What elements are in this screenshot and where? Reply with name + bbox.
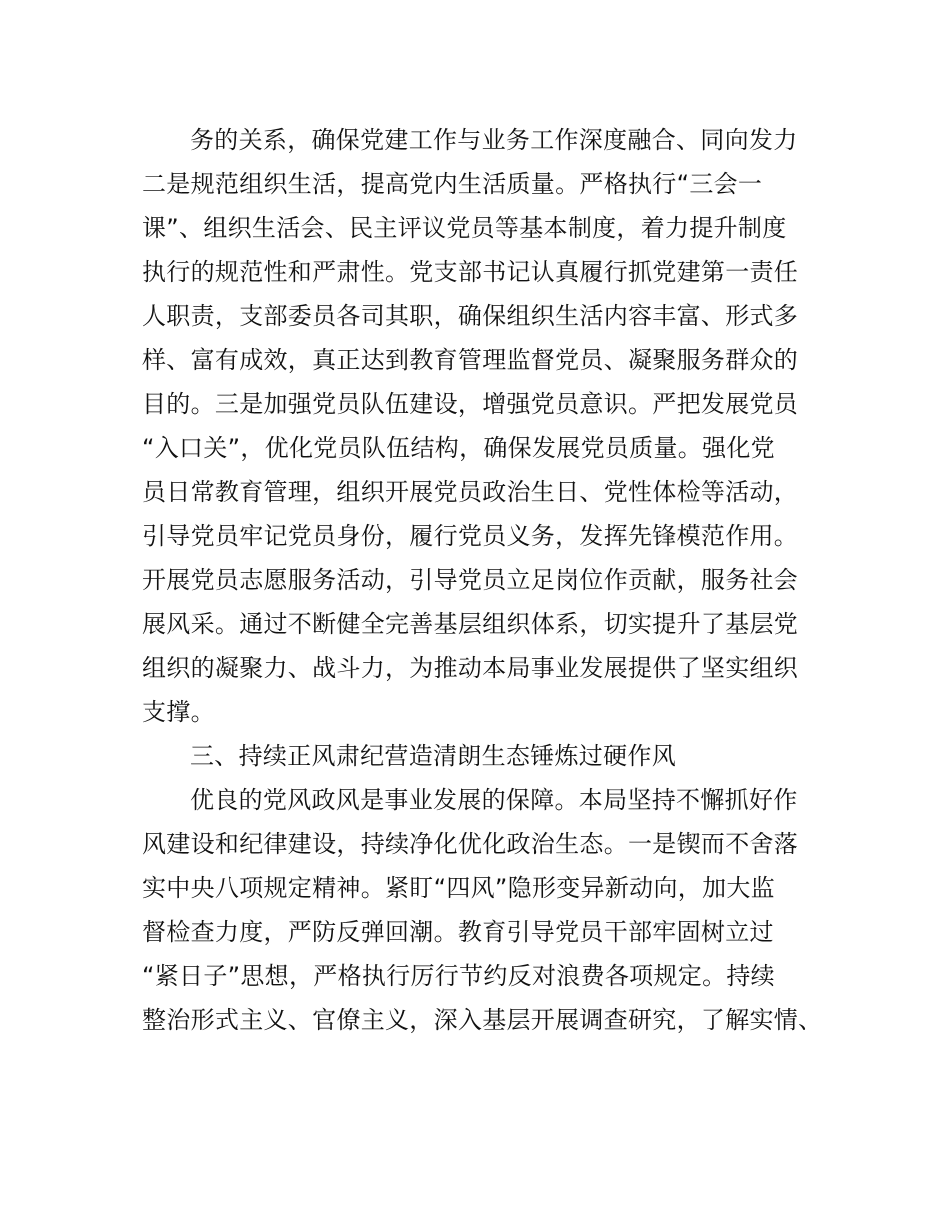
text-line: 课”、组织生活会、民主评议党员等基本制度，着力提升制度	[142, 214, 787, 242]
text-line: 风建设和纪律建设，持续净化优化政治生态。一是锲而不舍落	[142, 830, 799, 858]
text-line: 人职责，支部委员各司其职，确保组织生活内容丰富、形式多	[142, 302, 799, 330]
paragraph-2	[142, 778, 842, 1042]
text-line: 务的关系，确保党建工作与业务工作深度融合、同向发力	[190, 126, 798, 154]
text-line: 实中央八项规定精神。紧盯“四风”隐形变异新动向，加大监	[142, 874, 775, 902]
text-line: 执行的规范性和严肃性。党支部书记认真履行抓党建第一责任	[142, 258, 799, 286]
text-line: 展风采。通过不断健全完善基层组织体系，切实提升了基层党	[142, 610, 799, 638]
text-line: 样、富有成效，真正达到教育管理监督党员、凝聚服务群众的	[142, 346, 799, 374]
text-line: 组织的凝聚力、战斗力，为推动本局事业发展提供了坚实组织	[142, 654, 799, 682]
text-line: 二是规范组织生活，提高党内生活质量。严格执行“三会一	[142, 170, 763, 198]
text-line: 整治形式主义、官僚主义，深入基层开展调查研究，了解实情、	[142, 1006, 823, 1034]
text-line: 优良的党风政风是事业发展的保障。本局坚持不懈抓好作	[190, 786, 798, 814]
text-line: 员日常教育管理，组织开展党员政治生日、党性体检等活动，	[142, 478, 799, 506]
text-line: 引导党员牢记党员身份，履行党员义务，发挥先锋模范作用。	[142, 522, 799, 550]
text-line: “紧日子”思想，严格执行厉行节约反对浪费各项规定。持续	[142, 962, 775, 990]
text-line: 目的。三是加强党员队伍建设，增强党员意识。严把发展党员	[142, 390, 799, 418]
section-heading: 三、持续正风肃纪营造清朗生态锤炼过硬作风	[190, 742, 676, 770]
text-line: 督检查力度，严防反弹回潮。教育引导党员干部牢固树立过	[142, 918, 774, 946]
text-line: 开展党员志愿服务活动，引导党员立足岗位作贡献，服务社会	[142, 566, 799, 594]
text-line: “入口关”，优化党员队伍结构，确保发展党员质量。强化党	[142, 434, 775, 462]
paragraph-1	[142, 118, 842, 734]
text-line: 支撑。	[142, 698, 215, 726]
document-body	[142, 118, 842, 1042]
